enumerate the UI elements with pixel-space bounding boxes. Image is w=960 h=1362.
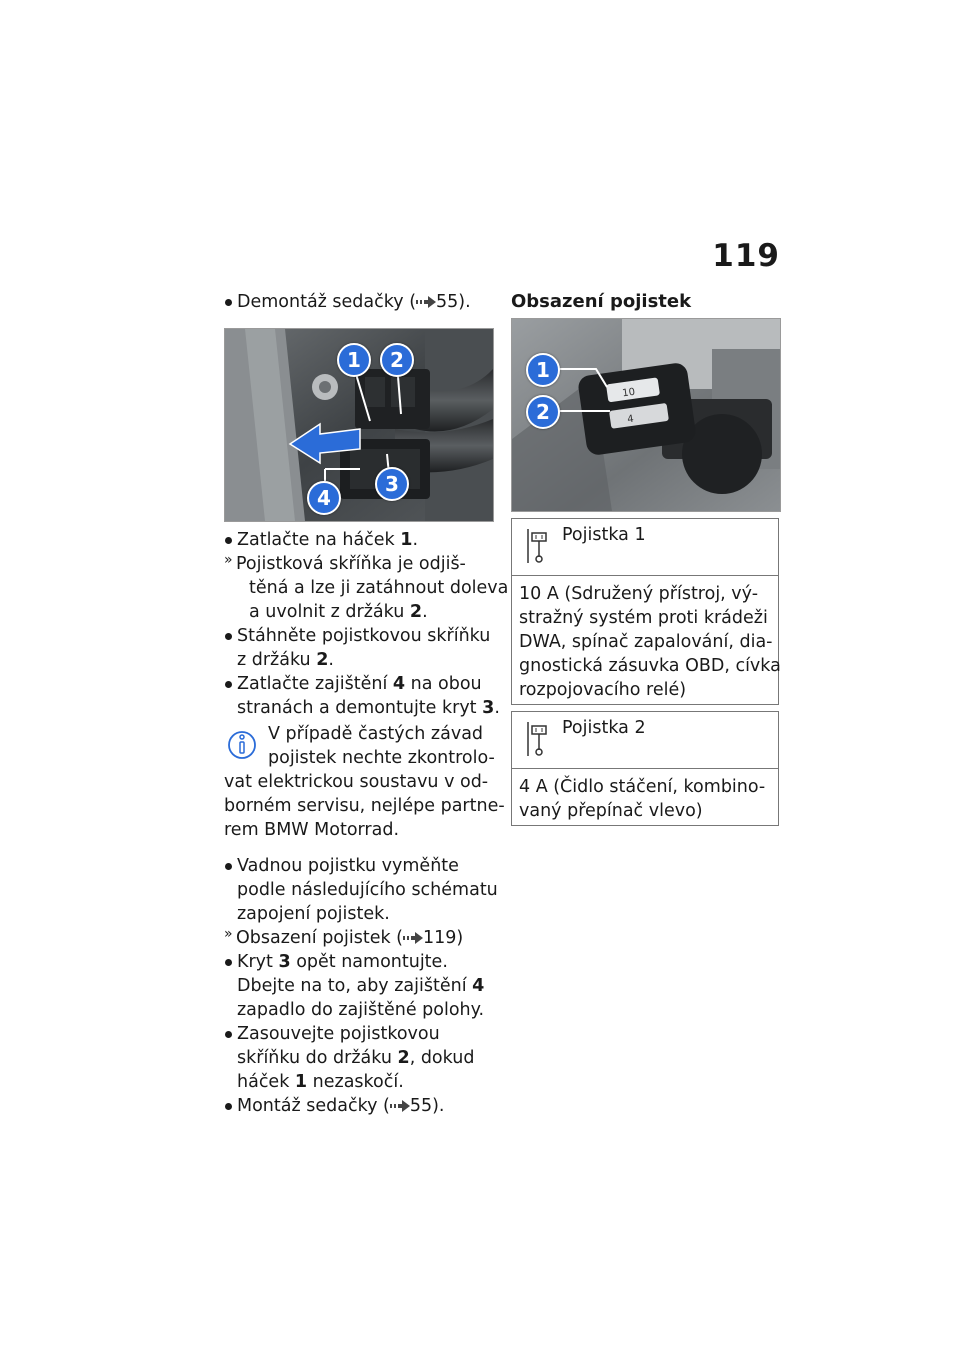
step-press-hook: Zatlačte na háček 1. — [224, 528, 494, 552]
fuse-2-header — [511, 711, 779, 769]
svg-text:10: 10 — [621, 386, 636, 400]
callout-4: 4 — [307, 481, 341, 515]
callout-3: 3 — [375, 467, 409, 501]
fuse-icon — [526, 527, 548, 567]
reference-arrow-icon — [403, 932, 423, 944]
fuse-box-removal-photo — [224, 328, 494, 522]
result-marker-icon: » — [224, 552, 233, 568]
left-column: Demontáž sedačky ( 55). 1 2 3 4 Zatlačte na háček 1. » Pojistková skříňka je odjiš- těná a lze ji zatáhnout doleva a uvolnit z držáku 2. Stáhněte pojistkovou skříňku z držáku 2. Zatlačte zajištění 4 na obou stranách a demontujte kryt 3. V případě častých závad pojistek nechte zkontrolo- vat elektrickou soustavu v od- borném servisu, nejlépe partne- rem BMW Motorrad. Vadnou pojistku vyměňte podle následujícího schématu zapojení pojistek. » Obsazení pojistek ( 119) Kryt 3 opět namontujte. Dbejte na to, aby zajištění 4 zapadlo do zajištěné polohy. Zasouvejte pojistkovou skříňku do držáku 2, dokud háček 1 nezaskočí. Montáž sedačky ( 55). — [224, 292, 509, 1116]
svg-text:4: 4 — [626, 413, 635, 426]
fuse-icon — [526, 720, 548, 760]
info-note: V případě častých závad pojistek nechte zkontrolo- vat elektrickou soustavu v od- borném servisu, nejlépe partne- rem BMW Motorrad. — [224, 724, 505, 840]
info-icon — [227, 724, 257, 760]
step-replace-fuse: Vadnou pojistku vyměňte — [224, 854, 494, 878]
reference-arrow-icon — [416, 296, 436, 308]
callout-1: 1 — [526, 353, 560, 387]
fuse-assignment-photo — [511, 318, 781, 512]
fuse-1-description: 10 A (Sdružený přístroj, vý- stražný systém proti krádeži DWA, spínač zapalování, dia- gnostická zásuvka OBD, cívka rozpojovacího relé) — [511, 576, 779, 705]
step-insert-fuse-box: Zasouvejte pojistkovou — [224, 1022, 494, 1046]
step-install-seat: Montáž sedačky ( 55). — [224, 1094, 494, 1118]
callout-2: 2 — [526, 395, 560, 429]
fuse-1-header — [511, 518, 779, 576]
right-column — [511, 290, 779, 826]
result-fuse-box-released: » Pojistková skříňka je odjiš- těná a lze ji zatáhnout doleva a uvolnit z držáku 2. — [224, 552, 509, 622]
callout-2: 2 — [380, 343, 414, 377]
fuse-1-label: Pojistka 1 — [562, 525, 646, 545]
reference-arrow-icon — [390, 1100, 410, 1112]
step-install-cover: Kryt 3 opět namontujte. — [224, 950, 494, 974]
step-remove-seat: Demontáž sedačky ( 55). — [224, 290, 494, 314]
fuse-table — [511, 518, 779, 826]
callout-1: 1 — [337, 343, 371, 377]
section-title: Obsazení pojistek — [511, 291, 692, 312]
step-press-lock: Zatlačte zajištění 4 na obou — [224, 672, 494, 696]
result-fuse-assignment-ref: » Obsazení pojistek ( 119) — [224, 926, 464, 948]
fuse-2-label: Pojistka 2 — [562, 718, 646, 738]
fuse-2-description: 4 A (Čidlo stáčení, kombino- vaný přepínač vlevo) — [511, 769, 779, 826]
step-pull-off-fuse-box: Stáhněte pojistkovou skříňku — [224, 624, 494, 648]
result-marker-icon: » — [224, 926, 233, 942]
page-number: 119 — [712, 238, 780, 274]
